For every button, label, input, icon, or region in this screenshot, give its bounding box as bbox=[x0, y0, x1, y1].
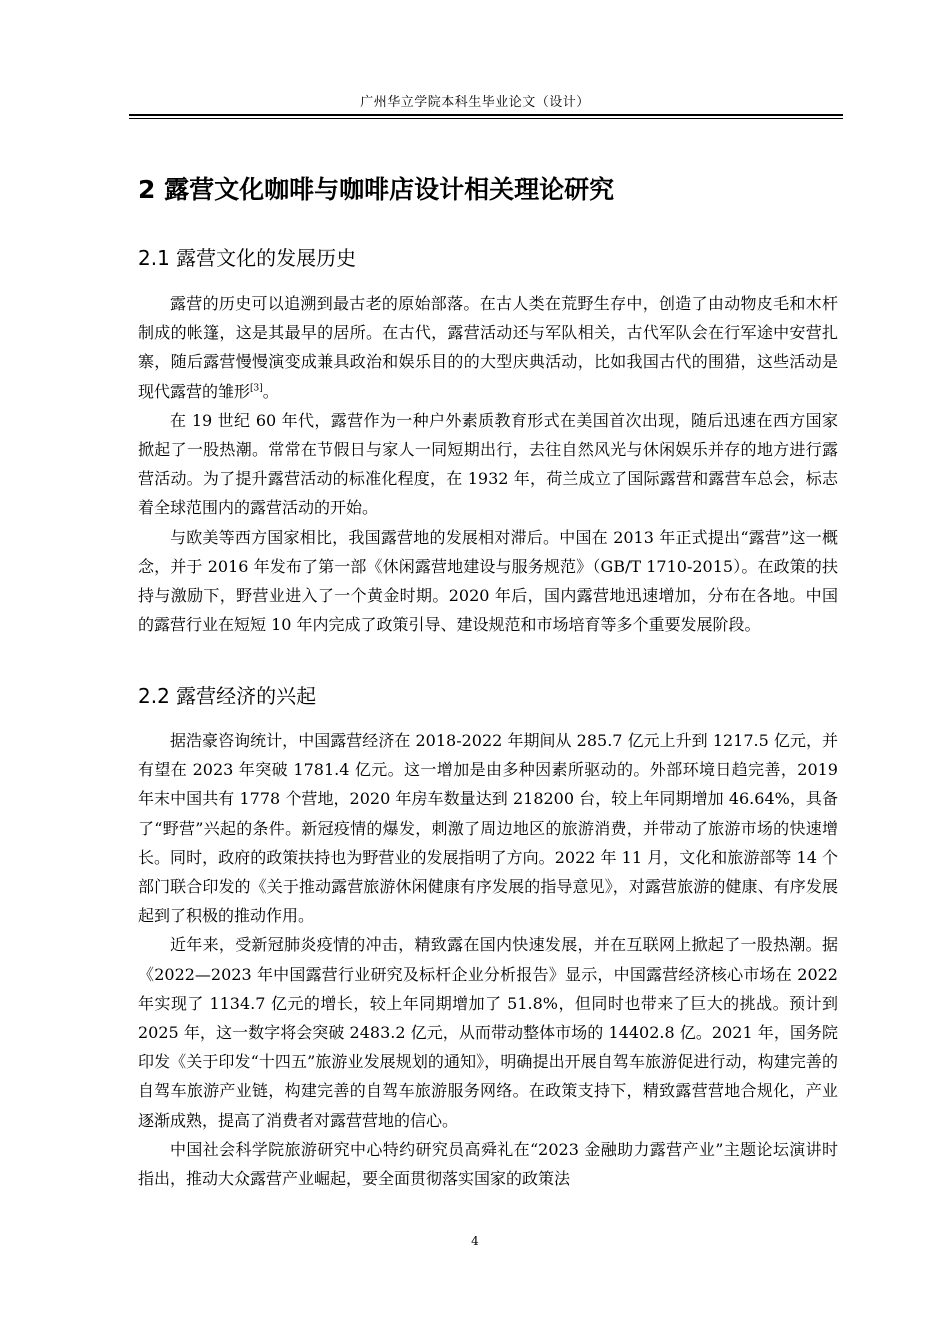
paragraph: 在 19 世纪 60 年代，露营作为一种户外素质教育形式在美国首次出现，随后迅速在西方国家掀起了一股热潮。常常在节假日与家人一同短期出行，去往自然风光与休闲娱乐并存的地方进行露营活动。为了提升露营活动的标准化程度，在 1932 年，荷兰成立了国际露营和露营车总会，标志着全球范围内的露营活动的开始。 bbox=[138, 410, 838, 518]
paragraph-text: 露营的历史可以追溯到最古老的原始部落。在古人类在荒野生存中，创造了由动物皮毛和木杆制成的帐篷，这是其最早的居所。在古代，露营活动还与军队相关，古代军队会在行军途中安营扎寨，随后露营慢慢演变成兼具政治和娱乐目的的大型庆典活动，比如我国古代的围猎，这些活动是现代露营的雏形 bbox=[138, 294, 838, 401]
header-rule bbox=[129, 114, 843, 119]
paragraph bbox=[138, 289, 838, 406]
section-2-1-body bbox=[138, 289, 838, 639]
chapter-title: 2 露营文化咖啡与咖啡店设计相关理论研究 bbox=[138, 175, 615, 204]
paragraph: 近年来，受新冠肺炎疫情的冲击，精致露在国内快速发展，并在互联网上掀起了一股热潮。据《2022—2023 年中国露营行业研究及标杆企业分析报告》显示，中国露营经济核心市场在 2022 年实现了 1134.7 亿元的增长，较上年同期增加了 51.8%，但同时也带来了巨大的挑战。预计到 2025 年，这一数字将会突破 2483.2 亿元，从而带动整体市场的 14402.8 亿。2021 年，国务院印发《关于印发“十四五”旅游业发展规划的通知》，明确提出开展自驾车旅游促进行动，构建完善的自驾车旅游产业链，构建完善的自驾车旅游服务网络。在政策支持下，精致露营营地合规化，产业逐渐成熟，提高了消费者对露营营地的信心。 bbox=[138, 935, 838, 1130]
section-heading-2-2: 2.2 露营经济的兴起 bbox=[138, 684, 317, 708]
paragraph: 与欧美等西方国家相比，我国露营地的发展相对滞后。中国在 2013 年正式提出“露营”这一概念，并于 2016 年发布了第一部《休闲露营地建设与服务规范》（GB/T 1710-2015）。在政策的扶持与激励下，野营业进入了一个黄金时期。2020 年后，国内露营地迅速增加，分布在各地。中国的露营行业在短短 10 年内完成了政策引导、建设规范和市场培育等多个重要发展阶段。 bbox=[138, 527, 838, 635]
paragraph-tail: 。 bbox=[262, 381, 279, 401]
page-number: 4 bbox=[471, 1234, 479, 1248]
paragraph: 中国社会科学院旅游研究中心特约研究员高舜礼在“2023 金融助力露营产业”主题论坛演讲时指出，推动大众露营产业崛起，要全面贯彻落实国家的政策法 bbox=[138, 1139, 838, 1189]
section-2-2-body bbox=[138, 726, 838, 1193]
paragraph: 据浩豪咨询统计，中国露营经济在 2018-2022 年期间从 285.7 亿元上升到 1217.5 亿元，并有望在 2023 年突破 1781.4 亿元。这一增加是由多种因素所驱动的。外部环境日趋完善，2019 年末中国共有 1778 个营地，2020 年房车数量达到 218200 台，较上年同期增加 46.64%，具备了“野营”兴起的条件。新冠疫情的爆发，刺激了周边地区的旅游消费，并带动了旅游市场的快速增长。同时，政府的政策扶持也为野营业的发展指明了方向。2022 年 11 月，文化和旅游部等 14 个部门联合印发的《关于推动露营旅游休闲健康有序发展的指导意见》，对露营旅游的健康、有序发展起到了积极的推动作用。 bbox=[138, 731, 838, 926]
citation-ref[interactable]: [3] bbox=[250, 383, 263, 394]
running-header: 广州华立学院本科生毕业论文（设计） bbox=[360, 95, 590, 110]
section-heading-2-1: 2.1 露营文化的发展历史 bbox=[138, 246, 357, 270]
